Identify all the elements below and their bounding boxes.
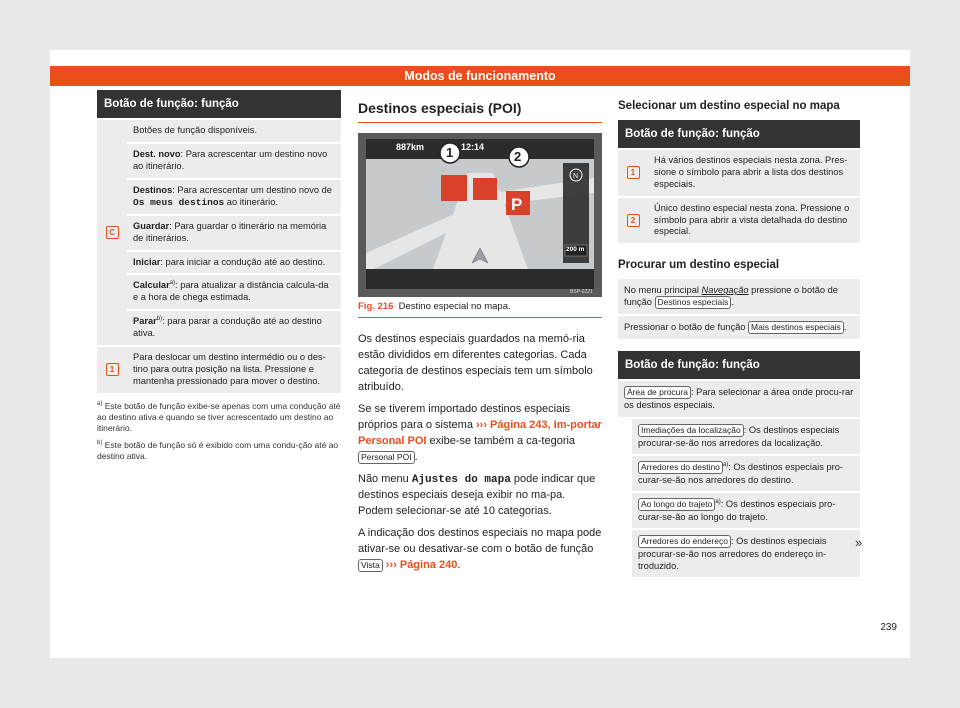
key-cell bbox=[97, 347, 127, 393]
arredores-destino-button[interactable]: Arredores do destino bbox=[638, 461, 723, 474]
area-procura-button[interactable]: Área de procura bbox=[624, 386, 691, 399]
page-header bbox=[50, 66, 910, 86]
column-2 bbox=[358, 100, 602, 580]
continue-icon: » bbox=[855, 535, 863, 550]
table-row: Destinos: Para acrescentar um destino novo de Os meus destinos ao itinerário. bbox=[127, 180, 341, 214]
column-3 bbox=[618, 100, 863, 579]
list-item: Imediações da localização : Os destinos especiais procurar-se-ão nos arredores da localização. bbox=[632, 419, 860, 454]
table-row: Há vários destinos especiais nesta zona. Pres-sione o símbolo para abrir a lista dos destinos especiais. bbox=[648, 150, 860, 196]
section-title: Procurar um destino especial bbox=[618, 259, 780, 272]
map-distance: 887km bbox=[396, 142, 425, 152]
imediacoes-button[interactable]: Imediações da localização bbox=[638, 424, 744, 437]
ao-longo-trajeto-button[interactable]: Ao longo do trajeto bbox=[638, 498, 715, 511]
arredores-endereco-button[interactable]: Arredores do endereço bbox=[638, 535, 731, 548]
paragraph-4: A indicação dos destinos especiais no mapa pode ativar-se ou desativar-se com o botão de função Vista ››› Página 240. bbox=[358, 527, 602, 572]
key-cell bbox=[97, 120, 127, 345]
paragraph-3: Não menu Ajustes do mapa pode indicar que destinos especiais deseja exibir no ma-pa. Podem selecionar-se até 10 categorias. bbox=[358, 472, 596, 518]
figure-code: BSP-0221 bbox=[570, 289, 593, 295]
column-1 bbox=[97, 90, 341, 462]
table-row: Guardar: Para guardar o itinerário na memória de itinerários. bbox=[127, 216, 341, 250]
table-header: Botão de função: função bbox=[618, 120, 860, 148]
svg-text:N: N bbox=[573, 173, 579, 180]
map-figure bbox=[358, 133, 602, 297]
vista-button[interactable]: Vista bbox=[358, 559, 383, 572]
paragraph-1: Os destinos especiais guardados na memó-ria estão divididos em diferentes categorias. Cada categoria de destinos especiais tem um símbolo atribuído. bbox=[358, 333, 593, 393]
list-item: Ao longo do trajeto $^{a)}$: Os destinos especiais pro-curar-se-ão ao longo do trajeto. bbox=[632, 493, 860, 528]
table-row: Único destino especial nesta zona. Pressione o símbolo para abrir a vista detalhada do destino especial. bbox=[648, 198, 860, 244]
function-table bbox=[97, 118, 341, 395]
page-header-title: Modos de funcionamento bbox=[404, 69, 556, 83]
figure-caption: Fig. 216 Destino especial no mapa. bbox=[358, 301, 602, 318]
section-title: Destinos especiais (POI) bbox=[358, 100, 602, 123]
table-row: Parar$^{b)}$: para parar a condução até ao destino ativa. bbox=[127, 311, 341, 345]
search-area-list bbox=[618, 381, 863, 576]
paragraph-2: Se se tiverem importado destinos especiais próprios para o sistema ››› Página 243, Im-portar Personal POI exibe-se também a ca-tegoria Personal POI . bbox=[358, 402, 602, 463]
svg-text:P: P bbox=[511, 195, 523, 214]
table-header: Botão de função: função bbox=[97, 90, 341, 118]
key-badge-2: 2 bbox=[627, 214, 640, 227]
map-time: 12:14 bbox=[461, 142, 485, 152]
list-item: Área de procura : Para selecionar a área onde procu-rar os destinos especiais. bbox=[618, 381, 860, 416]
table-row: Para deslocar um destino intermédio ou o des-tino para outra posição na lista. Pressione e mantenha pressionado para mover o destino. bbox=[127, 347, 341, 393]
callout-1-label: 1 bbox=[446, 145, 454, 160]
personal-poi-button[interactable]: Personal POI bbox=[358, 451, 415, 464]
key-cell bbox=[618, 150, 648, 196]
list-item: Arredores do destino $^{a)}$: Os destinos especiais pro-curar-se-ão nos arredores do destino. bbox=[632, 456, 860, 491]
list-item: Arredores do endereço : Os destinos especiais procurar-se-ão nos arredores do endereço in-troduzido. bbox=[632, 530, 860, 577]
table-row: Dest. novo: Para acrescentar um destino novo ao itinerário. bbox=[127, 144, 341, 178]
page-link[interactable]: ››› Página 240 bbox=[382, 559, 458, 572]
page-link[interactable]: ››› Página 243, Im-portar Personal POI bbox=[358, 418, 602, 447]
key-cell bbox=[618, 198, 648, 244]
page-number: 239 bbox=[880, 622, 897, 633]
mais-destinos-especiais-button[interactable]: Mais destinos especiais bbox=[748, 321, 844, 334]
destinos-especiais-button[interactable]: Destinos especiais bbox=[655, 296, 732, 309]
table-row: Calcular$^{a)}$: para atualizar a distância calcula-da e a hora de chega estimada. bbox=[127, 275, 341, 309]
table-intro: Botões de função disponíveis. bbox=[127, 120, 341, 142]
map-scale: 200 m bbox=[566, 246, 585, 253]
key-badge-c: C bbox=[106, 226, 119, 239]
footnote-a: $^{a)}$ Este botão de função exibe-se apenas com uma condução até ao destino ativa e quando se tiver acrescentado um destino ao itinerário. bbox=[97, 400, 341, 433]
table-header: Botão de função: função bbox=[618, 351, 860, 379]
key-badge-1: 1 bbox=[627, 166, 640, 179]
key-badge-1: 1 bbox=[106, 363, 119, 376]
map-illustration bbox=[358, 133, 602, 297]
section-title: Selecionar um destino especial no mapa bbox=[618, 100, 840, 112]
footnote-b: $^{b)}$ Este botão de função só é exibido com uma condu-ção até ao destino ativa. bbox=[97, 439, 339, 461]
callout-2-label: 2 bbox=[514, 149, 522, 164]
step-1: No menu principal Navegação pressione o botão de função Destinos especiais . bbox=[618, 279, 860, 314]
step-2: Pressionar o botão de função Mais destinos especiais . bbox=[618, 316, 860, 339]
table-row: Iniciar: para iniciar a condução até ao destino. bbox=[127, 252, 341, 274]
poi-table bbox=[618, 148, 860, 245]
